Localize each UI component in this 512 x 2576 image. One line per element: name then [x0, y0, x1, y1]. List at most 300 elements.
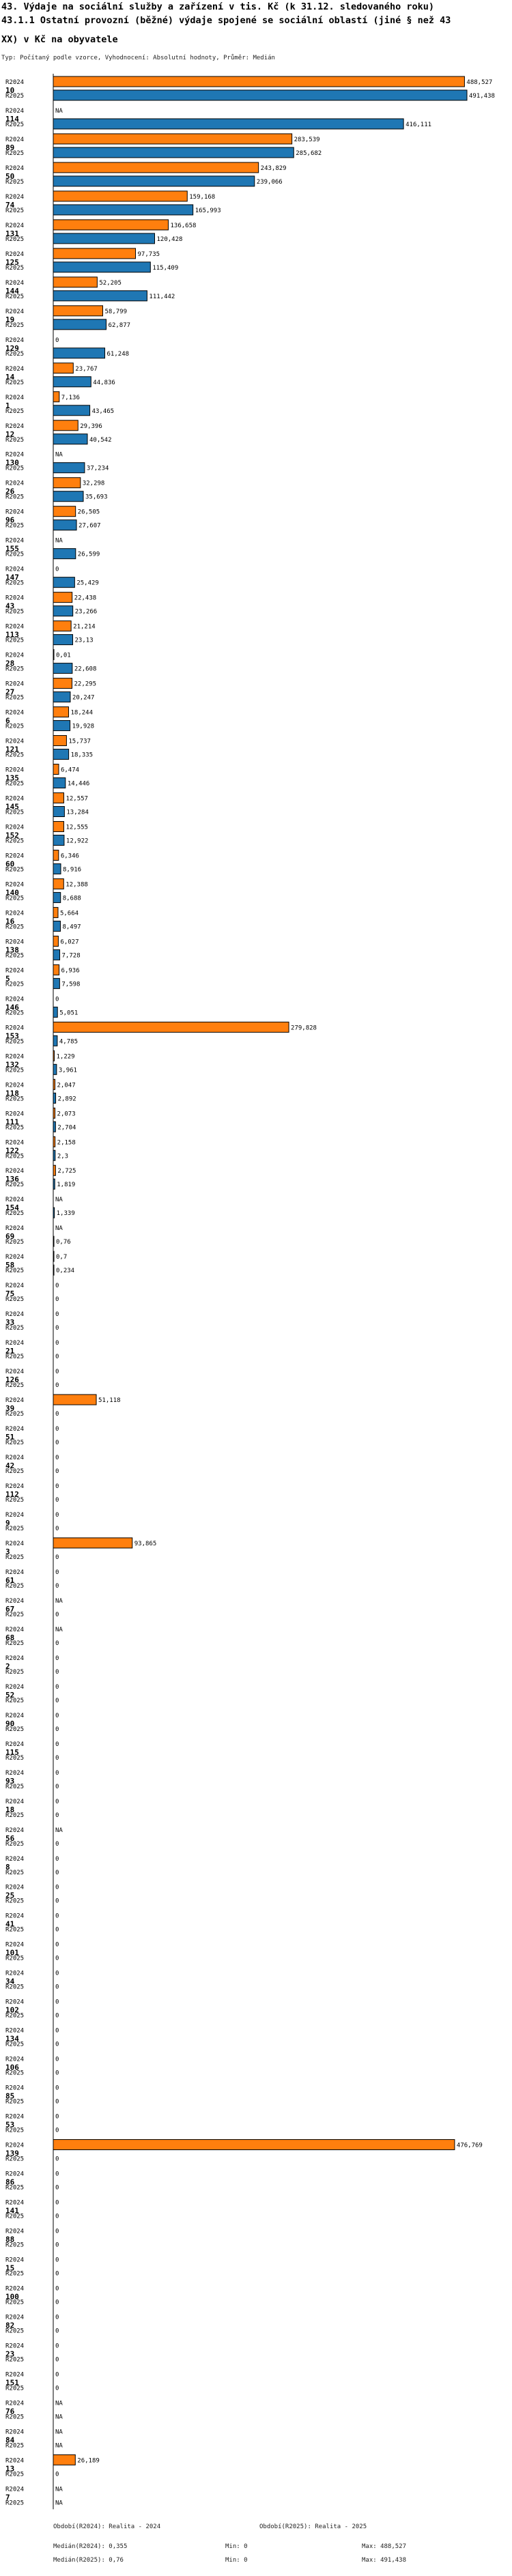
data-label: 43,465 [91, 407, 115, 415]
series-label: R2025 [5, 1096, 25, 1103]
series-label: R2024 [5, 1683, 25, 1691]
series-label: R2025 [5, 1869, 25, 1876]
data-label: 6,027 [60, 939, 79, 946]
series-label: R2025 [5, 1210, 25, 1218]
bar [53, 1108, 55, 1118]
series-label: R2024 [5, 2056, 25, 2063]
bar [53, 850, 59, 860]
data-label: 2,725 [57, 1168, 76, 1175]
bar [53, 233, 155, 244]
data-label: NA [55, 537, 63, 545]
data-label: 23,13 [74, 637, 94, 644]
bar [53, 1251, 54, 1261]
series-label: R2024 [5, 1941, 25, 1949]
data-label: 0 [55, 1726, 59, 1733]
category-label: 134 [5, 2034, 19, 2044]
bar [53, 721, 70, 731]
data-label: 0 [55, 1668, 59, 1676]
category-label: 5 [5, 974, 10, 984]
category-label: 6 [5, 716, 10, 726]
category-label: 15 [5, 2263, 15, 2273]
bar [53, 191, 187, 201]
data-label: 8,688 [62, 895, 81, 902]
data-label: 279,828 [291, 1025, 317, 1032]
category-label: 67 [5, 1604, 15, 1614]
data-label: 2,158 [57, 1139, 76, 1147]
series-label: R2024 [5, 337, 25, 344]
category-label: 52 [5, 1690, 15, 1700]
data-label: 6,346 [60, 853, 79, 860]
series-label: R2024 [5, 767, 25, 774]
data-label: 416,111 [406, 121, 432, 128]
series-label: R2024 [5, 1254, 25, 1261]
category-label: 90 [5, 1719, 15, 1728]
series-label: R2025 [5, 1984, 25, 1991]
category-label: 115 [5, 1747, 19, 1757]
data-label: 0 [55, 1455, 59, 1462]
data-label: 0 [55, 2371, 59, 2379]
category-label: 122 [5, 1146, 19, 1156]
data-label: 37,234 [86, 465, 109, 472]
data-label: 6,936 [61, 967, 80, 975]
series-label: R2024 [5, 795, 25, 803]
footer-max-2024: Max: 488,527 [362, 2543, 407, 2550]
category-label: 60 [5, 859, 15, 869]
bar [53, 392, 59, 402]
series-label: R2024 [5, 451, 25, 459]
data-label: NA [55, 2414, 63, 2421]
series-label: R2025 [5, 723, 25, 730]
series-label: R2025 [5, 2041, 25, 2048]
series-label: R2025 [5, 809, 25, 816]
data-label: 0 [55, 1913, 59, 1920]
data-label: 0 [55, 1655, 59, 1662]
series-label: R2024 [5, 1597, 25, 1605]
chart-title-line-3: XX) v Kč na obyvatele [1, 34, 118, 45]
data-label: NA [55, 1626, 63, 1633]
series-label: R2024 [5, 1798, 25, 1805]
data-label: 5,051 [59, 1010, 79, 1017]
series-label: R2024 [5, 2314, 25, 2321]
category-label: 85 [5, 2091, 15, 2101]
series-label: R2024 [5, 939, 25, 946]
data-label: 243,829 [260, 164, 287, 172]
series-label: R2024 [5, 222, 25, 229]
series-label: R2024 [5, 623, 25, 631]
data-label: 285,682 [296, 149, 322, 157]
data-label: 0 [55, 1999, 59, 2006]
data-label: 0 [55, 1812, 59, 1819]
series-label: R2024 [5, 1512, 25, 1519]
series-label: R2025 [5, 1038, 25, 1046]
data-label: 0 [55, 1426, 59, 1433]
category-label: 86 [5, 2177, 15, 2187]
bar [53, 1064, 57, 1074]
category-label: 102 [5, 2005, 19, 2015]
series-label: R2025 [5, 1668, 25, 1676]
category-label: 101 [5, 1948, 19, 1958]
bar [53, 162, 259, 173]
series-label: R2025 [5, 2299, 25, 2306]
series-label: R2025 [5, 121, 25, 128]
series-label: R2025 [5, 866, 25, 874]
data-label: NA [55, 2500, 63, 2507]
series-label: R2025 [5, 1067, 25, 1074]
bar [53, 764, 59, 775]
category-label: 1 [5, 401, 10, 410]
data-label: 0 [55, 2199, 59, 2207]
bar [53, 291, 147, 301]
series-label: R2024 [5, 1311, 25, 1319]
category-label: 7 [5, 2493, 10, 2502]
bar [53, 1050, 55, 1061]
series-label: R2024 [5, 1569, 25, 1576]
data-label: NA [55, 2400, 63, 2407]
series-label: R2024 [5, 996, 25, 1003]
series-label: R2025 [5, 379, 25, 386]
bar [53, 463, 85, 473]
series-label: R2024 [5, 853, 25, 860]
series-label: R2025 [5, 2328, 25, 2335]
data-label: 0 [55, 1683, 59, 1691]
series-label: R2025 [5, 1697, 25, 1704]
series-label: R2025 [5, 2098, 25, 2106]
category-label: 139 [5, 2149, 19, 2158]
series-label: R2025 [5, 1812, 25, 1819]
bar [53, 506, 76, 517]
category-label: 12 [5, 429, 15, 439]
data-label: 61,248 [106, 350, 130, 358]
data-label: 7,598 [61, 981, 81, 988]
series-label: R2024 [5, 566, 25, 573]
data-label: 25,429 [76, 579, 99, 587]
data-label: 0 [55, 1769, 59, 1777]
series-label: R2024 [5, 1855, 25, 1863]
data-label: 13,284 [66, 809, 89, 816]
data-label: 115,409 [152, 264, 179, 272]
category-label: 141 [5, 2206, 19, 2216]
bar [53, 2140, 455, 2150]
series-label: R2025 [5, 1153, 25, 1160]
series-label: R2025 [5, 551, 25, 558]
data-label: 2,892 [57, 1096, 76, 1103]
bar [53, 1093, 56, 1103]
category-label: 129 [5, 343, 19, 353]
data-label: 0 [55, 2270, 59, 2278]
data-label: 8,497 [62, 924, 81, 931]
data-label: 22,438 [74, 595, 97, 602]
data-label: 44,836 [93, 379, 115, 386]
series-label: R2025 [5, 924, 25, 931]
category-label: 130 [5, 458, 19, 468]
data-label: NA [55, 1197, 63, 1204]
series-label: R2024 [5, 652, 25, 659]
category-label: 140 [5, 888, 19, 898]
category-label: 111 [5, 1117, 19, 1127]
series-label: R2024 [5, 1655, 25, 1662]
series-label: R2024 [5, 251, 25, 258]
data-label: 283,539 [294, 136, 320, 143]
bar [53, 749, 69, 760]
footer-median-2025: Medián(R2025): 0,76 [53, 2557, 124, 2564]
data-label: 0 [55, 1283, 59, 1290]
data-label: 0 [55, 1611, 59, 1618]
data-label: 0 [55, 1697, 59, 1704]
bar [53, 778, 66, 788]
data-label: 26,599 [77, 551, 100, 558]
series-label: R2025 [5, 2385, 25, 2392]
data-label: 2,047 [57, 1082, 76, 1089]
category-label: 96 [5, 515, 15, 525]
data-label: 0 [55, 1941, 59, 1949]
bar [53, 663, 72, 674]
data-label: NA [55, 1225, 63, 1233]
category-label: 125 [5, 257, 19, 267]
series-label: R2024 [5, 881, 25, 889]
series-label: R2024 [5, 1741, 25, 1748]
category-label: 114 [5, 114, 19, 124]
data-label: 14,446 [67, 780, 90, 788]
data-label: NA [55, 1827, 63, 1834]
series-label: R2024 [5, 480, 25, 487]
data-label: 23,266 [74, 608, 98, 616]
bar [53, 606, 73, 616]
bar [53, 549, 76, 559]
series-label: R2025 [5, 1182, 25, 1189]
series-label: R2024 [5, 2113, 25, 2121]
data-label: 136,658 [170, 222, 197, 229]
series-label: R2025 [5, 1783, 25, 1790]
bar [53, 678, 72, 689]
bar [53, 306, 103, 316]
data-label: 97,735 [137, 251, 160, 258]
series-label: R2025 [5, 2356, 25, 2364]
data-label: 159,168 [189, 193, 216, 201]
bar [53, 892, 61, 902]
data-label: 111,442 [149, 293, 175, 300]
category-label: 19 [5, 315, 15, 324]
data-label: 0 [55, 1483, 59, 1491]
data-label: 0 [55, 1712, 59, 1719]
data-label: 0 [55, 2356, 59, 2364]
bar [53, 1035, 57, 1046]
data-label: 0 [55, 2343, 59, 2350]
data-label: 476,769 [456, 2142, 483, 2149]
category-label: 10 [5, 86, 15, 95]
category-label: 147 [5, 573, 19, 582]
series-label: R2024 [5, 1283, 25, 1290]
data-label: 2,704 [57, 1124, 76, 1132]
data-label: 0,234 [56, 1268, 75, 1275]
data-label: 120,428 [156, 235, 183, 243]
data-label: 0 [55, 1382, 59, 1390]
data-label: 0 [55, 1754, 59, 1762]
data-label: 0 [55, 566, 59, 573]
data-label: 7,136 [61, 394, 80, 401]
bar [53, 878, 63, 889]
category-label: 16 [5, 917, 15, 926]
data-label: 0 [55, 2012, 59, 2020]
bar [53, 319, 106, 330]
bar [53, 363, 73, 373]
data-label: 0 [55, 1884, 59, 1891]
series-label: R2024 [5, 394, 25, 401]
category-label: 2 [5, 1661, 10, 1671]
footer-max-2025: Max: 491,438 [362, 2557, 407, 2564]
series-label: R2024 [5, 279, 25, 287]
bar [53, 1165, 55, 1175]
series-label: R2024 [5, 1913, 25, 1920]
bar [53, 577, 74, 588]
bar [53, 147, 294, 158]
series-label: R2025 [5, 2184, 25, 2192]
data-label: 62,877 [108, 321, 131, 329]
category-label: 61 [5, 1575, 15, 1585]
series-label: R2025 [5, 2242, 25, 2249]
data-label: 491,438 [469, 93, 495, 100]
data-label: 0 [55, 1855, 59, 1863]
series-label: R2025 [5, 1526, 25, 1532]
bar [53, 2455, 75, 2465]
data-label: 51,118 [98, 1397, 121, 1405]
series-label: R2024 [5, 365, 25, 373]
bar [53, 964, 59, 975]
data-label: 0 [55, 2213, 59, 2220]
series-label: R2024 [5, 1999, 25, 2006]
chart-title-line-2: 43.1.1 Ostatní provozní (běžné) výdaje spojené se sociální oblastí (jiné § než 43 [1, 15, 451, 26]
data-label: 6,474 [60, 767, 80, 774]
bar [53, 205, 193, 215]
series-label: R2024 [5, 1025, 25, 1032]
category-label: 88 [5, 2235, 15, 2244]
data-label: 0 [55, 1741, 59, 1748]
bar [53, 76, 464, 87]
data-label: 0 [55, 2184, 59, 2192]
series-label: R2025 [5, 2500, 25, 2507]
data-label: 21,214 [73, 623, 96, 631]
category-label: 33 [5, 1318, 15, 1328]
series-label: R2024 [5, 2486, 25, 2493]
category-label: 13 [5, 2464, 15, 2474]
bar [53, 1079, 55, 1089]
data-label: 0 [55, 1798, 59, 1805]
category-label: 145 [5, 802, 19, 812]
series-label: R2024 [5, 537, 25, 545]
footer-median-2024: Medián(R2024): 0,355 [53, 2543, 128, 2550]
series-label: R2025 [5, 2127, 25, 2134]
category-label: 68 [5, 1633, 15, 1642]
series-label: R2024 [5, 509, 25, 516]
bar [53, 1207, 55, 1218]
category-label: 23 [5, 2349, 15, 2359]
category-label: 26 [5, 487, 15, 496]
series-label: R2025 [5, 579, 25, 587]
data-label: 1,229 [56, 1053, 75, 1061]
footer-period-2024: Období(R2024): Realita - 2024 [53, 2523, 161, 2530]
series-label: R2024 [5, 1884, 25, 1891]
bar [53, 348, 105, 358]
series-label: R2024 [5, 2371, 25, 2379]
series-label: R2024 [5, 1769, 25, 1777]
series-label: R2024 [5, 1397, 25, 1405]
series-label: R2025 [5, 522, 25, 530]
category-label: 9 [5, 1519, 10, 1528]
data-label: 7,728 [61, 952, 81, 960]
bar [53, 592, 72, 603]
category-label: 69 [5, 1232, 15, 1242]
category-label: 34 [5, 1977, 15, 1986]
data-label: 0 [55, 2056, 59, 2063]
bar [53, 650, 54, 660]
series-label: R2025 [5, 1354, 25, 1361]
category-label: 132 [5, 1060, 19, 1070]
series-label: R2024 [5, 681, 25, 688]
series-label: R2025 [5, 2070, 25, 2077]
series-label: R2024 [5, 2400, 25, 2407]
bar [53, 1265, 54, 1275]
data-label: 0 [55, 337, 59, 344]
bar [53, 248, 136, 259]
series-label: R2024 [5, 1111, 25, 1118]
series-label: R2024 [5, 2228, 25, 2235]
series-label: R2024 [5, 1053, 25, 1061]
category-label: 155 [5, 544, 19, 554]
bar [53, 793, 63, 803]
data-label: 12,557 [66, 795, 88, 803]
series-label: R2025 [5, 93, 25, 100]
series-label: R2025 [5, 1497, 25, 1504]
category-label: 131 [5, 229, 19, 238]
data-label: 165,993 [195, 207, 221, 214]
category-label: 113 [5, 630, 19, 640]
series-label: R2025 [5, 264, 25, 272]
series-label: R2025 [5, 465, 25, 472]
series-label: R2025 [5, 1268, 25, 1275]
series-label: R2024 [5, 1970, 25, 1977]
data-label: 1,819 [57, 1182, 76, 1189]
bar [53, 405, 90, 416]
bar [53, 491, 83, 502]
bar [53, 1136, 55, 1147]
bar [53, 220, 169, 230]
data-label: 40,542 [89, 436, 112, 444]
series-label: R2024 [5, 1483, 25, 1491]
category-label: 14 [5, 372, 15, 382]
series-label: R2024 [5, 1712, 25, 1719]
series-label: R2025 [5, 2414, 25, 2421]
category-label: 93 [5, 1776, 15, 1786]
series-label: R2024 [5, 709, 25, 717]
bar [53, 907, 58, 917]
series-label: R2025 [5, 1754, 25, 1762]
category-label: 42 [5, 1461, 15, 1471]
data-label: 3,961 [58, 1067, 77, 1074]
series-label: R2025 [5, 149, 25, 157]
data-label: 488,527 [466, 79, 493, 86]
data-label: NA [55, 2442, 63, 2450]
category-label: 121 [5, 745, 19, 754]
data-label: 0 [55, 1468, 59, 1476]
data-label: 0 [55, 1369, 59, 1376]
category-label: 51 [5, 1433, 15, 1442]
data-label: 1,339 [56, 1210, 75, 1218]
series-label: R2024 [5, 1540, 25, 1547]
bar [53, 420, 78, 431]
data-label: 8,916 [62, 866, 82, 874]
data-label: NA [55, 107, 63, 115]
data-label: 0 [55, 1955, 59, 1962]
data-label: 5,664 [59, 910, 79, 917]
